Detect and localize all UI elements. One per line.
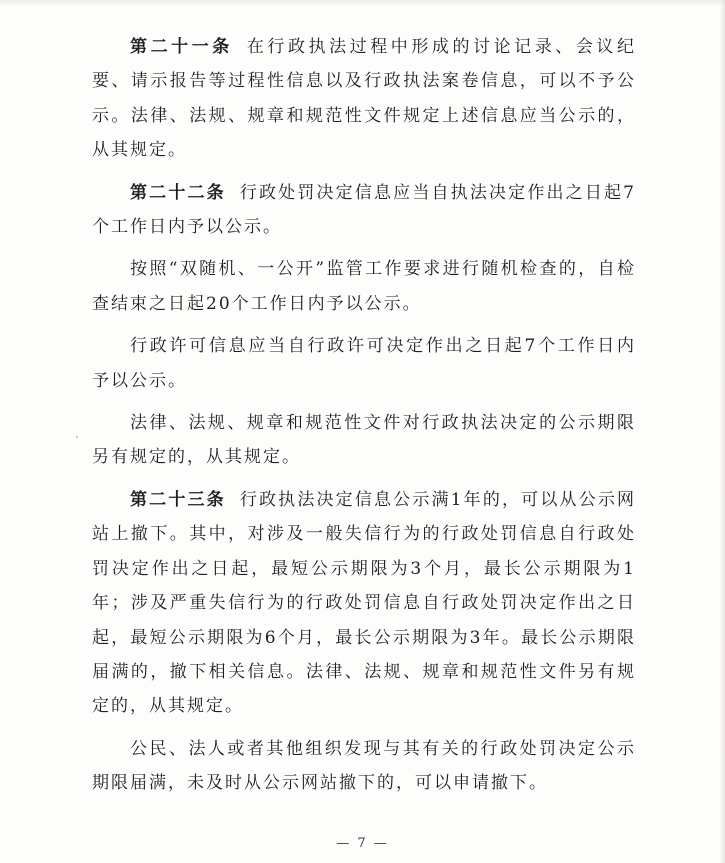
article-heading: 第二十二条 [130,182,226,203]
scan-edge-right [720,0,725,863]
article-heading: 第二十三条 [130,489,226,510]
paragraph-text: 按照“双随机、一公开”监管工作要求进行随机检查的，自检查结束之日起20个工作日内予以公示。 [92,259,636,314]
paragraph-article-22 [92,176,636,245]
paragraph-text: 行政处罚决定信息应当自执法决定作出之日起7个工作日内予以公示。 [92,182,636,238]
page-number: — 7 — [336,836,389,851]
paragraph-text: 行政执法决定信息公示满1年的，可以从公示网站上撤下。其中，对涉及一般失信行为的行政处罚信息自行政处罚决定作出之日起，最短公示期限为3个月，最长公示期限为1年；涉及严重失信行为的行政处罚信息自行政处罚决定作出之日起，最短公示期限为6个月，最长公示期限为3年。最长公示期限届满的，撤下相关信息。法律、法规、规章和规范性文件另有规定的，从其规定。 [92,489,636,717]
paragraph-removal-request [92,732,636,801]
paragraph-text: 公民、法人或者其他组织发现与其有关的行政处罚决定公示期限届满，未及时从公示网站撤下的，可以申请撤下。 [92,738,636,794]
paragraph-article-21 [92,30,636,168]
paragraph-text: 行政许可信息应当自行政许可决定作出之日起7个工作日内予以公示。 [92,336,636,391]
paragraph-administrative-license [92,329,636,398]
paragraph-article-23 [92,483,636,724]
paragraph-text: 法律、法规、规章和规范性文件对行政执法决定的公示期限另有规定的，从其规定。 [92,413,636,468]
paragraph-other-provisions [92,406,636,475]
scan-edge-top [0,0,725,6]
scan-speck [76,436,78,438]
document-body [92,30,636,809]
paragraph-random-inspection [92,252,636,321]
paragraph-text: 在行政执法过程中形成的讨论记录、会议纪要、请示报告等过程性信息以及行政执法案卷信息，可以不予公示。法律、法规、规章和规范性文件规定上述信息应当公示的，从其规定。 [92,37,637,161]
article-heading: 第二十一条 [130,37,233,57]
